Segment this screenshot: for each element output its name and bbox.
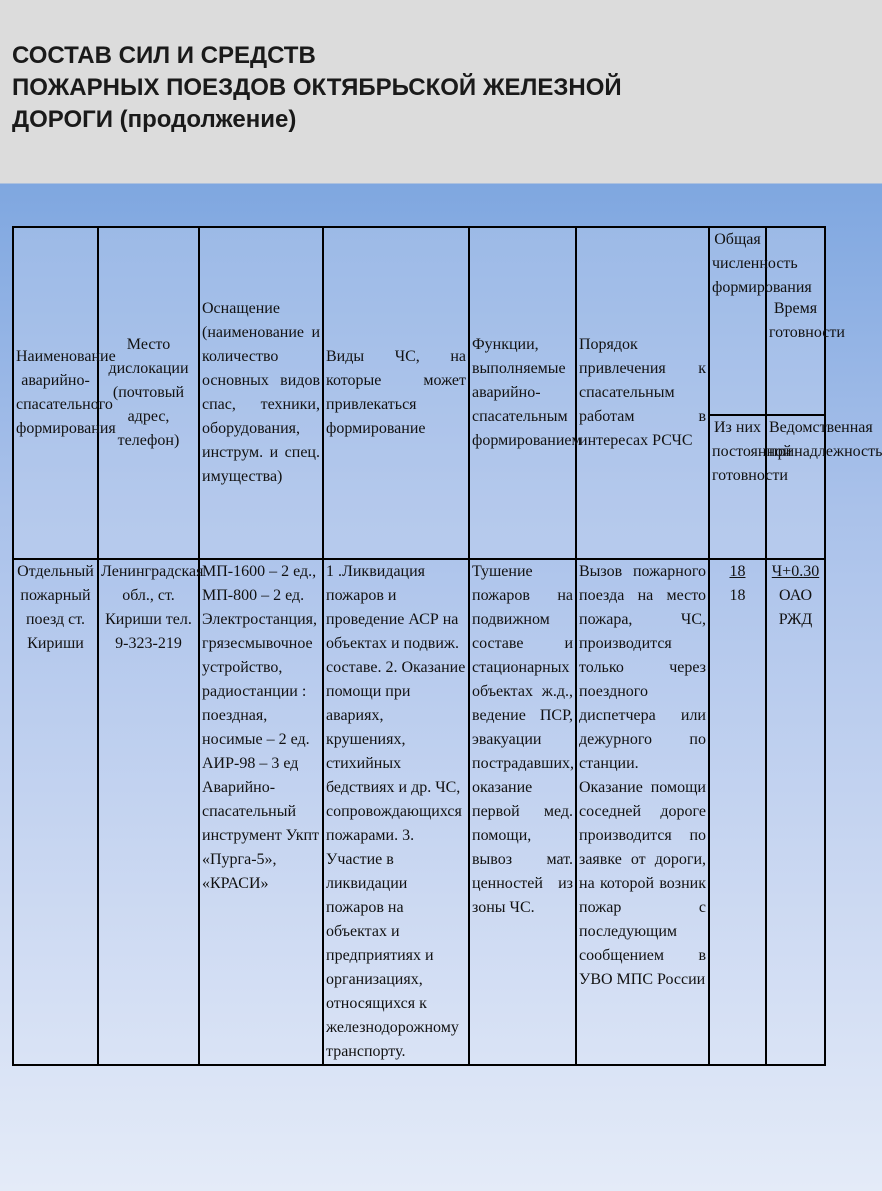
cell-total-group xyxy=(709,559,766,1065)
cell-equipment: МП-1600 – 2 ед., МП-800 – 2 ед. Электростанция, грязесмывочное устройство, радиостанции : поездная, носимые – 2 ед. АИР-98 – 3 ед Аварийно-спасательный инструмент Укпт «Пурга-5», «КРАСИ» xyxy=(199,559,323,1065)
header-emergency-types: Виды ЧС, на которые может привлекаться формирование xyxy=(323,227,469,559)
forces-table xyxy=(12,226,882,1066)
title-line-1: СОСТАВ СИЛ И СРЕДСТВ xyxy=(12,42,316,69)
header-procedure: Порядок привлечения к спасательным работам в интересах РСЧС xyxy=(576,227,709,559)
cell-functions: Тушение пожаров на подвижном составе и стационарных объектах ж.д., ведение ПСР, эвакуации пострадавших, оказание первой мед. помощи, вывоз мат. ценностей из зоны ЧС. xyxy=(469,559,576,1065)
header-location: Место дислокации (почтовый адрес, телефон) xyxy=(98,227,199,559)
header-readiness: Время готовности xyxy=(766,227,825,415)
table-row xyxy=(13,559,825,1065)
cell-procedure: Вызов пожарного поезда на место пожара, ЧС, производится только через поездного диспетчера или дежурного по станции. Оказание помощи соседней дороге производится по заявке от дороги, на которой возник пожар с последующим сообщением в УВО МПС России xyxy=(576,559,709,1065)
cell-readiness-group xyxy=(766,559,825,1065)
cell-emergency-types: 1 .Ликвидация пожаров и проведение АСР на объектах и подвиж. составе. 2. Оказание помощи при авариях, крушениях, стихийных бедствиях и др. ЧС, сопровождающихся пожарами. 3. Участие в ликвидации пожаров на объектах и предприятиях и организациях, относящихся к железнодорожному транспорту. xyxy=(323,559,469,1065)
header-total: Общая численность формирования xyxy=(709,227,766,415)
page-title xyxy=(12,40,822,136)
title-line-2: ПОЖАРНЫХ ПОЕЗДОВ ОКТЯБРЬСКОЙ ЖЕЛЕЗНОЙ xyxy=(12,74,622,101)
header-name: Наименование аварийно-спасательного формирования xyxy=(13,227,98,559)
cell-name: Отдельный пожарный поезд ст. Кириши xyxy=(13,559,98,1065)
header-on-duty: Из них постоянной готовности xyxy=(709,415,766,559)
header-affiliation: Ведомственная принадлежность xyxy=(766,415,825,559)
header-row-1 xyxy=(13,227,825,415)
header-functions: Функции, выполняемые аварийно-спасательным формированием xyxy=(469,227,576,559)
cell-affiliation: ОАО РЖД xyxy=(778,587,813,628)
cell-location: Ленинградская обл., ст. Кириши тел. 9-323-219 xyxy=(98,559,199,1065)
title-line-3: ДОРОГИ (продолжение) xyxy=(12,106,297,133)
cell-total: 18 xyxy=(729,563,746,580)
cell-on-duty: 18 xyxy=(729,587,746,604)
header-equipment: Оснащение (наименование и количество основных видов спас, техники, оборудования, инструм. и спец. имущества) xyxy=(199,227,323,559)
cell-readiness: Ч+0.30 xyxy=(771,563,820,580)
